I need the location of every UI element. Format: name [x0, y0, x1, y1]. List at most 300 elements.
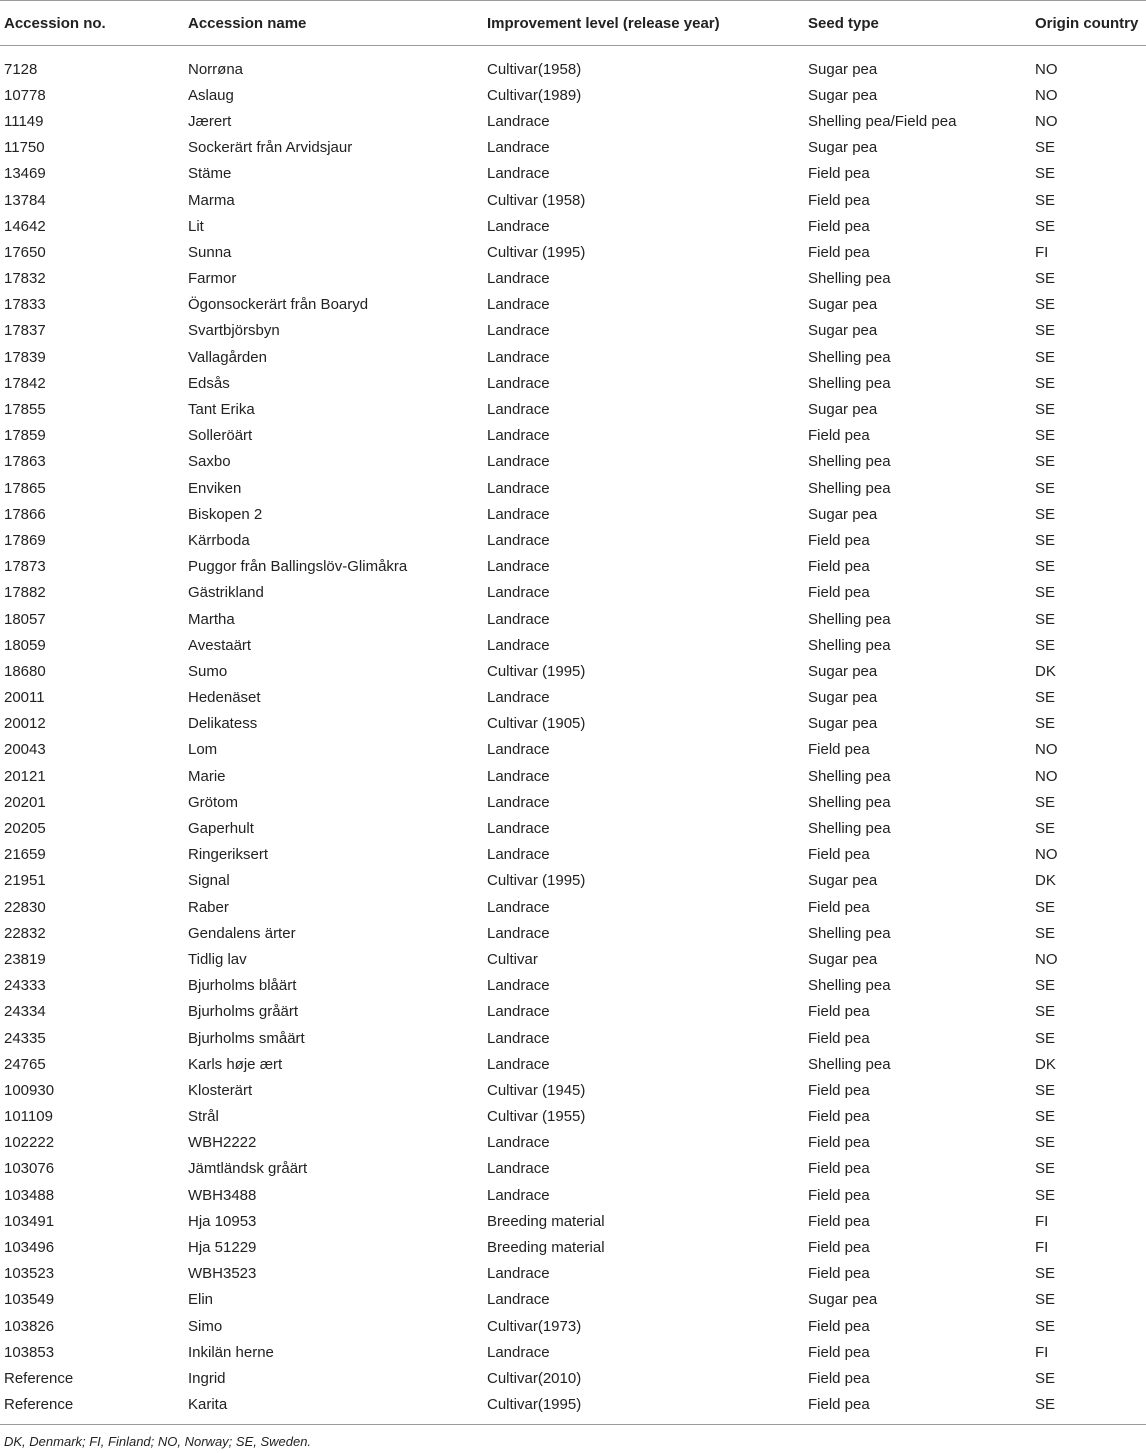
cell-origin-country: SE — [1035, 1081, 1056, 1099]
cell-improvement-level: Landrace — [487, 1029, 550, 1047]
cell-origin-country: SE — [1035, 610, 1056, 628]
cell-improvement-level: Cultivar(1995) — [483, 1392, 804, 1425]
cell-accession-name: WBH2222 — [188, 1134, 257, 1152]
cell-improvement-level: Landrace — [487, 846, 550, 864]
cell-accession-name: Sunna — [188, 243, 232, 261]
cell-improvement-level: Landrace — [487, 1134, 550, 1152]
cell-accession-name: WBH3488 — [188, 1186, 257, 1204]
cell-origin-country: NO — [1035, 112, 1058, 130]
cell-seed-type: Sugar pea — [808, 689, 878, 707]
cell-seed-type: Field pea — [808, 1003, 870, 1021]
table-row — [0, 973, 1146, 999]
cell-accession-no: 24335 — [4, 1029, 46, 1047]
cell-seed-type: Shelling pea — [808, 1055, 891, 1073]
cell-origin-country: SE — [1035, 1160, 1056, 1178]
cell-accession-no: 18680 — [4, 662, 46, 680]
cell-accession-no: 103491 — [4, 1212, 55, 1230]
cell-improvement-level: Breeding material — [487, 1239, 605, 1257]
cell-origin-country: SE — [1035, 1369, 1056, 1387]
cell-improvement-level: Landrace — [487, 139, 550, 157]
cell-improvement-level: Cultivar (1995) — [487, 662, 586, 680]
header-origin-country: Origin country — [1031, 1, 1146, 46]
cell-origin-country: NO — [1035, 950, 1058, 968]
cell-improvement-level: Landrace — [487, 348, 550, 366]
cell-improvement-level: Landrace — [487, 1265, 550, 1283]
table-row — [0, 946, 1146, 972]
table-row — [0, 187, 1146, 213]
cell-origin-country: SE — [1035, 296, 1056, 314]
cell-origin-country: SE — [1035, 689, 1056, 707]
cell-seed-type: Field pea — [808, 1239, 870, 1257]
cell-origin-country: SE — [1035, 348, 1056, 366]
cell-accession-no: 14642 — [4, 217, 46, 235]
cell-accession-no: 17859 — [4, 427, 46, 445]
cell-origin-country: SE — [1035, 479, 1056, 497]
table-row — [0, 868, 1146, 894]
cell-accession-name: Gendalens ärter — [188, 924, 296, 942]
cell-improvement-level: Landrace — [487, 924, 550, 942]
table-header — [0, 1, 1146, 46]
cell-accession-no: 102222 — [4, 1134, 55, 1152]
cell-accession-name: Gästrikland — [188, 584, 264, 602]
cell-improvement-level: Cultivar(1958) — [487, 60, 582, 78]
cell-origin-country: SE — [1035, 924, 1056, 942]
cell-accession-no: 23819 — [4, 950, 46, 968]
table-body — [0, 46, 1146, 1425]
cell-improvement-level: Landrace — [487, 898, 550, 916]
cell-seed-type: Field pea — [808, 1134, 870, 1152]
cell-improvement-level: Cultivar (1945) — [487, 1081, 586, 1099]
cell-seed-type: Field pea — [808, 558, 870, 576]
cell-accession-name: Ingrid — [188, 1369, 226, 1387]
cell-accession-no: 18059 — [4, 636, 46, 654]
table-row — [0, 161, 1146, 187]
table-row — [0, 1051, 1146, 1077]
cell-seed-type: Field pea — [808, 1160, 870, 1178]
cell-origin-country: NO — [1035, 86, 1058, 104]
cell-accession-name: Raber — [188, 898, 229, 916]
table-row — [0, 239, 1146, 265]
cell-improvement-level: Landrace — [487, 689, 550, 707]
cell-accession-no: 17842 — [4, 374, 46, 392]
cell-accession-name: Signal — [188, 872, 230, 890]
cell-accession-no: 17865 — [4, 479, 46, 497]
header-seed-type: Seed type — [804, 1, 1031, 46]
cell-accession-no: 24765 — [4, 1055, 46, 1073]
cell-improvement-level: Landrace — [487, 112, 550, 130]
header-row — [0, 1, 1146, 46]
cell-origin-country: SE — [1035, 427, 1056, 445]
table-row — [0, 842, 1146, 868]
table-row — [0, 1208, 1146, 1234]
cell-seed-type: Shelling pea — [808, 636, 891, 654]
cell-seed-type: Field pea — [808, 191, 870, 209]
table-row — [0, 789, 1146, 815]
cell-origin-country: FI — [1035, 243, 1049, 261]
cell-accession-no: 17855 — [4, 401, 46, 419]
cell-seed-type: Sugar pea — [808, 322, 878, 340]
cell-accession-name: Ögonsockerärt från Boaryd — [188, 296, 369, 314]
cell-origin-country: SE — [1035, 636, 1056, 654]
cell-improvement-level: Landrace — [487, 558, 550, 576]
cell-accession-name: Avestaärt — [188, 636, 252, 654]
table-row — [0, 1077, 1146, 1103]
cell-origin-country: SE — [1035, 374, 1056, 392]
cell-seed-type: Field pea — [804, 1392, 1031, 1425]
cell-improvement-level: Landrace — [487, 820, 550, 838]
cell-accession-name: Marma — [188, 191, 235, 209]
table-row — [0, 580, 1146, 606]
cell-seed-type: Shelling pea — [808, 767, 891, 785]
cell-accession-no: 18057 — [4, 610, 46, 628]
cell-accession-no: 103523 — [4, 1265, 55, 1283]
cell-accession-no: 22830 — [4, 898, 46, 916]
cell-accession-name: Lom — [188, 741, 218, 759]
table-row — [0, 606, 1146, 632]
table-row — [0, 894, 1146, 920]
cell-seed-type: Sugar pea — [808, 715, 878, 733]
table-row — [0, 213, 1146, 239]
cell-improvement-level: Landrace — [487, 977, 550, 995]
table-row — [0, 737, 1146, 763]
cell-accession-name: Solleröärt — [188, 427, 253, 445]
table-row — [0, 318, 1146, 344]
cell-accession-no: 17833 — [4, 296, 46, 314]
cell-accession-no: 22832 — [4, 924, 46, 942]
cell-origin-country: NO — [1035, 741, 1058, 759]
cell-accession-no: 17863 — [4, 453, 46, 471]
cell-origin-country: SE — [1035, 453, 1056, 471]
cell-origin-country: SE — [1035, 217, 1056, 235]
cell-seed-type: Shelling pea — [808, 348, 891, 366]
cell-accession-no: 17832 — [4, 270, 46, 288]
cell-improvement-level: Landrace — [487, 165, 550, 183]
table-row — [0, 1261, 1146, 1287]
cell-seed-type: Sugar pea — [808, 60, 878, 78]
cell-improvement-level: Landrace — [487, 1003, 550, 1021]
table-row — [0, 449, 1146, 475]
table-row — [0, 1130, 1146, 1156]
cell-accession-no: 20011 — [4, 689, 45, 707]
cell-accession-no: 103496 — [4, 1239, 55, 1257]
table-row — [0, 135, 1146, 161]
cell-accession-no: 103076 — [4, 1160, 55, 1178]
cell-origin-country: SE — [1035, 793, 1056, 811]
table-row — [0, 1182, 1146, 1208]
cell-origin-country: SE — [1031, 1392, 1146, 1425]
cell-origin-country: SE — [1035, 1003, 1056, 1021]
cell-accession-no: 11149 — [4, 112, 44, 130]
table-footnote: DK, Denmark; FI, Finland; NO, Norway; SE, Sweden. — [4, 1433, 312, 1449]
cell-improvement-level: Landrace — [487, 401, 550, 419]
cell-accession-no: 24334 — [4, 1003, 46, 1021]
cell-accession-name: Vallagården — [188, 348, 267, 366]
cell-accession-name: Saxbo — [188, 453, 231, 471]
cell-accession-no: 24333 — [4, 977, 46, 995]
cell-seed-type: Field pea — [808, 898, 870, 916]
cell-accession-name: Aslaug — [188, 86, 234, 104]
cell-improvement-level: Landrace — [487, 610, 550, 628]
cell-accession-no: 20043 — [4, 741, 46, 759]
cell-accession-no: 13469 — [4, 165, 46, 183]
cell-accession-no: 20121 — [4, 767, 46, 785]
cell-seed-type: Shelling pea — [808, 793, 891, 811]
cell-origin-country: SE — [1035, 1134, 1056, 1152]
cell-accession-no: 17650 — [4, 243, 46, 261]
cell-seed-type: Sugar pea — [808, 505, 878, 523]
cell-accession-name: Jærert — [188, 112, 232, 130]
table-row — [0, 632, 1146, 658]
table-row — [0, 685, 1146, 711]
cell-origin-country: SE — [1035, 715, 1056, 733]
cell-accession-no: 103853 — [4, 1343, 55, 1361]
cell-improvement-level: Breeding material — [487, 1212, 605, 1230]
cell-origin-country: SE — [1035, 584, 1056, 602]
cell-accession-name: Svartbjörsbyn — [188, 322, 280, 340]
cell-improvement-level: Landrace — [487, 793, 550, 811]
cell-accession-name: WBH3523 — [188, 1265, 257, 1283]
cell-improvement-level: Cultivar (1955) — [487, 1108, 586, 1126]
table-row — [0, 292, 1146, 318]
cell-accession-no: 103549 — [4, 1291, 55, 1309]
cell-accession-no: 100930 — [4, 1081, 55, 1099]
cell-accession-name: Hja 51229 — [188, 1239, 257, 1257]
cell-seed-type: Field pea — [808, 741, 870, 759]
cell-accession-name: Inkilän herne — [188, 1343, 274, 1361]
table-row — [0, 1156, 1146, 1182]
cell-accession-no: 10778 — [4, 86, 46, 104]
cell-accession-no: 17882 — [4, 584, 46, 602]
table-row — [0, 1392, 1146, 1425]
cell-seed-type: Sugar pea — [808, 872, 878, 890]
cell-origin-country: SE — [1035, 1317, 1056, 1335]
table-row — [0, 82, 1146, 108]
cell-accession-name: Bjurholms småärt — [188, 1029, 305, 1047]
cell-seed-type: Sugar pea — [808, 86, 878, 104]
cell-accession-name: Puggor från Ballingslöv-Glimåkra — [188, 558, 408, 576]
cell-improvement-level: Landrace — [487, 374, 550, 392]
cell-improvement-level: Cultivar(1989) — [487, 86, 582, 104]
cell-improvement-level: Landrace — [487, 453, 550, 471]
cell-seed-type: Field pea — [808, 243, 870, 261]
cell-seed-type: Shelling pea — [808, 453, 891, 471]
cell-accession-name: Marie — [188, 767, 226, 785]
table-row — [0, 396, 1146, 422]
cell-accession-no: 17869 — [4, 531, 46, 549]
cell-origin-country: FI — [1035, 1343, 1049, 1361]
cell-accession-name: Ringeriksert — [188, 846, 269, 864]
table-row — [0, 711, 1146, 737]
cell-origin-country: SE — [1035, 401, 1056, 419]
cell-accession-name: Karita — [184, 1392, 483, 1425]
cell-accession-no: 7128 — [4, 60, 38, 78]
table-row — [0, 920, 1146, 946]
cell-accession-name: Norrøna — [188, 60, 244, 78]
cell-improvement-level: Landrace — [487, 322, 550, 340]
cell-seed-type: Sugar pea — [808, 139, 878, 157]
cell-accession-name: Grötom — [188, 793, 239, 811]
cell-improvement-level: Landrace — [487, 1160, 550, 1178]
cell-accession-name: Biskopen 2 — [188, 505, 263, 523]
table-row — [0, 999, 1146, 1025]
cell-seed-type: Shelling pea/Field pea — [808, 112, 957, 130]
table-row — [0, 658, 1146, 684]
cell-seed-type: Shelling pea — [808, 479, 891, 497]
cell-accession-name: Karls høje ært — [188, 1055, 283, 1073]
cell-origin-country: SE — [1035, 322, 1056, 340]
header-accession-no: Accession no. — [0, 1, 184, 46]
cell-origin-country: DK — [1035, 662, 1056, 680]
cell-accession-no: 103826 — [4, 1317, 55, 1335]
cell-improvement-level: Cultivar(2010) — [487, 1369, 582, 1387]
cell-seed-type: Field pea — [808, 1212, 870, 1230]
cell-improvement-level: Cultivar — [487, 950, 538, 968]
cell-accession-no: 101109 — [4, 1108, 53, 1126]
cell-improvement-level: Cultivar (1995) — [487, 243, 586, 261]
cell-accession-no: 20012 — [4, 715, 46, 733]
cell-accession-no: 17837 — [4, 322, 46, 340]
cell-accession-name: Edsås — [188, 374, 230, 392]
cell-origin-country: FI — [1035, 1212, 1049, 1230]
table-row — [0, 1287, 1146, 1313]
cell-origin-country: DK — [1035, 872, 1056, 890]
table-row — [0, 370, 1146, 396]
cell-improvement-level: Cultivar (1905) — [487, 715, 586, 733]
cell-accession-name: Tidlig lav — [188, 950, 247, 968]
cell-seed-type: Field pea — [808, 531, 870, 549]
cell-origin-country: NO — [1035, 846, 1058, 864]
cell-origin-country: SE — [1035, 531, 1056, 549]
cell-seed-type: Field pea — [808, 1081, 870, 1099]
cell-seed-type: Shelling pea — [808, 924, 891, 942]
cell-improvement-level: Landrace — [487, 427, 550, 445]
cell-accession-name: Simo — [188, 1317, 223, 1335]
cell-accession-no: 20205 — [4, 820, 46, 838]
cell-improvement-level: Landrace — [487, 1291, 550, 1309]
cell-seed-type: Field pea — [808, 1317, 870, 1335]
cell-seed-type: Field pea — [808, 846, 870, 864]
cell-accession-name: Kärrboda — [188, 531, 250, 549]
cell-seed-type: Field pea — [808, 1369, 870, 1387]
cell-origin-country: SE — [1035, 1291, 1056, 1309]
cell-improvement-level: Landrace — [487, 217, 550, 235]
cell-seed-type: Sugar pea — [808, 296, 878, 314]
cell-improvement-level: Landrace — [487, 1055, 550, 1073]
cell-accession-name: Elin — [188, 1291, 214, 1309]
cell-origin-country: FI — [1035, 1239, 1049, 1257]
cell-accession-name: Gaperhult — [188, 820, 254, 838]
cell-improvement-level: Landrace — [487, 270, 550, 288]
cell-seed-type: Field pea — [808, 1108, 870, 1126]
header-improvement-level: Improvement level (release year) — [483, 1, 804, 46]
cell-seed-type: Sugar pea — [808, 950, 878, 968]
cell-accession-no: 21951 — [4, 872, 46, 890]
table-row — [0, 423, 1146, 449]
cell-accession-name: Delikatess — [188, 715, 258, 733]
cell-accession-no: 17839 — [4, 348, 46, 366]
cell-origin-country: SE — [1035, 139, 1056, 157]
cell-improvement-level: Landrace — [487, 741, 550, 759]
table-row — [0, 763, 1146, 789]
cell-accession-name: Hedenäset — [188, 689, 261, 707]
cell-seed-type: Sugar pea — [808, 662, 878, 680]
table-row — [0, 1365, 1146, 1391]
cell-seed-type: Shelling pea — [808, 977, 891, 995]
cell-accession-no: 103488 — [4, 1186, 55, 1204]
cell-accession-name: Strål — [188, 1108, 219, 1126]
cell-origin-country: SE — [1035, 1108, 1056, 1126]
cell-seed-type: Shelling pea — [808, 374, 891, 392]
table-row — [0, 344, 1146, 370]
cell-improvement-level: Cultivar (1958) — [487, 191, 586, 209]
cell-seed-type: Field pea — [808, 1265, 870, 1283]
cell-accession-no: 17873 — [4, 558, 46, 576]
cell-origin-country: SE — [1035, 270, 1056, 288]
cell-origin-country: SE — [1035, 165, 1056, 183]
cell-improvement-level: Cultivar(1973) — [487, 1317, 582, 1335]
cell-accession-no: 13784 — [4, 191, 46, 209]
cell-seed-type: Shelling pea — [808, 610, 891, 628]
table-row — [0, 1313, 1146, 1339]
cell-origin-country: SE — [1035, 505, 1056, 523]
table-row — [0, 1025, 1146, 1051]
cell-origin-country: DK — [1035, 1055, 1056, 1073]
header-accession-name: Accession name — [184, 1, 483, 46]
cell-accession-name: Bjurholms gråärt — [188, 1003, 299, 1021]
cell-accession-no: 21659 — [4, 846, 46, 864]
cell-accession-name: Sumo — [188, 662, 228, 680]
cell-accession-name: Klosterärt — [188, 1081, 253, 1099]
cell-improvement-level: Landrace — [487, 584, 550, 602]
cell-seed-type: Field pea — [808, 1186, 870, 1204]
cell-origin-country: SE — [1035, 558, 1056, 576]
cell-accession-no: 17866 — [4, 505, 46, 523]
cell-seed-type: Field pea — [808, 427, 870, 445]
cell-improvement-level: Cultivar (1995) — [487, 872, 586, 890]
cell-seed-type: Field pea — [808, 1343, 870, 1361]
cell-seed-type: Field pea — [808, 1029, 870, 1047]
cell-improvement-level: Landrace — [487, 1343, 550, 1361]
cell-seed-type: Sugar pea — [808, 1291, 878, 1309]
table-row — [0, 554, 1146, 580]
cell-seed-type: Field pea — [808, 584, 870, 602]
cell-accession-name: Tant Erika — [188, 401, 255, 419]
cell-accession-name: Hja 10953 — [188, 1212, 257, 1230]
cell-origin-country: SE — [1035, 820, 1056, 838]
cell-origin-country: SE — [1035, 1029, 1056, 1047]
cell-accession-name: Sockerärt från Arvidsjaur — [188, 139, 353, 157]
cell-origin-country: SE — [1035, 977, 1056, 995]
cell-origin-country: NO — [1035, 60, 1058, 78]
cell-origin-country: SE — [1035, 1265, 1056, 1283]
cell-seed-type: Shelling pea — [808, 820, 891, 838]
table-row — [0, 815, 1146, 841]
cell-accession-name: Enviken — [188, 479, 242, 497]
cell-improvement-level: Landrace — [487, 1186, 550, 1204]
cell-improvement-level: Landrace — [487, 636, 550, 654]
cell-accession-no: 20201 — [4, 793, 46, 811]
cell-origin-country: SE — [1035, 1186, 1056, 1204]
cell-improvement-level: Landrace — [487, 296, 550, 314]
table-row — [0, 475, 1146, 501]
cell-accession-name: Farmor — [188, 270, 237, 288]
cell-accession-no: 11750 — [4, 139, 45, 157]
cell-origin-country: SE — [1035, 191, 1056, 209]
cell-seed-type: Sugar pea — [808, 401, 878, 419]
cell-improvement-level: Landrace — [487, 505, 550, 523]
table-row — [0, 501, 1146, 527]
cell-accession-no: Reference — [4, 1369, 74, 1387]
